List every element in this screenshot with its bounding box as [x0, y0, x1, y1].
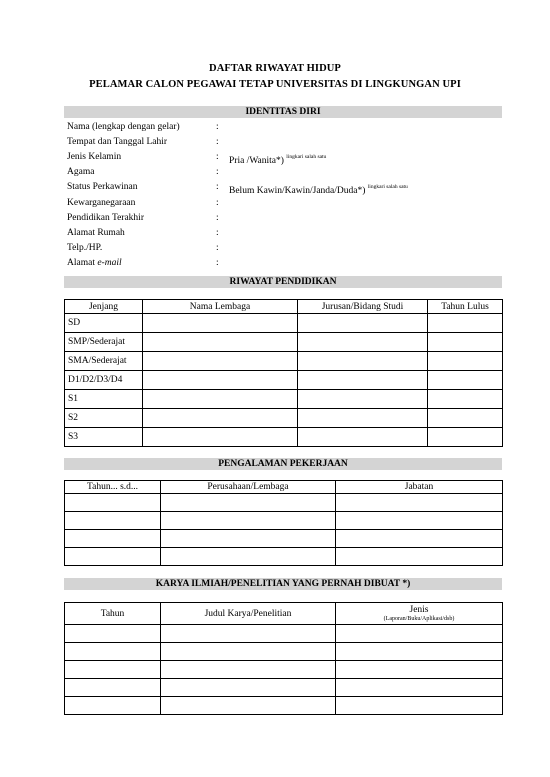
header-jenis: [336, 603, 503, 625]
header-tahun-lulus: Tahun Lulus: [428, 300, 503, 314]
field-label-prefix: Alamat: [67, 257, 98, 268]
table-row: [65, 548, 503, 566]
table-row: [65, 625, 503, 643]
section-karya-ilmiah: KARYA ILMIAH/PENELITIAN YANG PERNAH DIBUAT *): [64, 578, 502, 590]
jenjang-cell: SMP/Sederajat: [65, 333, 143, 352]
input-cell[interactable]: [336, 530, 503, 548]
table-row: [65, 428, 503, 447]
table-row: [65, 409, 503, 428]
field-label: Jenis Kelamin: [67, 152, 122, 163]
table-row: [65, 494, 503, 512]
field-label: Alamat Rumah: [67, 227, 125, 238]
table-row: [65, 530, 503, 548]
table-row: [65, 333, 503, 352]
field-colon: :: [216, 257, 219, 268]
pekerjaan-table: [64, 480, 503, 566]
input-cell[interactable]: [65, 661, 161, 679]
field-colon: :: [216, 197, 219, 208]
input-cell[interactable]: [298, 352, 428, 371]
input-cell[interactable]: [298, 390, 428, 409]
field-label: [67, 256, 122, 271]
table-row: [65, 314, 503, 333]
input-cell[interactable]: [428, 428, 503, 447]
field-label: Telp./HP.: [67, 242, 103, 253]
input-cell[interactable]: [161, 679, 336, 697]
input-cell[interactable]: [143, 352, 298, 371]
input-cell[interactable]: [143, 409, 298, 428]
input-cell[interactable]: [336, 625, 503, 643]
input-cell[interactable]: [65, 679, 161, 697]
jenjang-cell: S3: [65, 428, 143, 447]
field-label-italic: e-mail: [97, 257, 122, 268]
input-cell[interactable]: [65, 512, 161, 530]
input-cell[interactable]: [336, 494, 503, 512]
input-cell[interactable]: [161, 661, 336, 679]
field-colon: :: [216, 122, 219, 132]
jenjang-cell: SMA/Sederajat: [65, 352, 143, 371]
input-cell[interactable]: [65, 697, 161, 715]
field-label: Pendidikan Terakhir: [67, 212, 144, 223]
input-cell[interactable]: [298, 428, 428, 447]
input-cell[interactable]: [65, 625, 161, 643]
input-cell[interactable]: [336, 697, 503, 715]
table-row: [65, 390, 503, 409]
field-value-input[interactable]: [229, 150, 326, 169]
field-colon: :: [216, 137, 219, 148]
input-cell[interactable]: [65, 494, 161, 512]
input-cell[interactable]: [428, 390, 503, 409]
field-note: lingkari salah satu: [367, 184, 408, 191]
input-cell[interactable]: [65, 548, 161, 566]
field-value-input[interactable]: [229, 180, 408, 199]
header-judul-karya: Judul Karya/Penelitian: [161, 603, 336, 625]
input-cell[interactable]: [428, 333, 503, 352]
input-cell[interactable]: [143, 390, 298, 409]
header-jurusan: Jurusan/Bidang Studi: [298, 300, 428, 314]
table-row: [65, 679, 503, 697]
header-tahun-sd: Tahun... s.d...: [65, 481, 161, 494]
header-jabatan: Jabatan: [336, 481, 503, 494]
table-row: [65, 643, 503, 661]
input-cell[interactable]: [143, 428, 298, 447]
form-title: DAFTAR RIWAYAT HIDUP: [209, 63, 341, 74]
jenjang-cell: D1/D2/D3/D4: [65, 371, 143, 390]
table-row: [65, 371, 503, 390]
header-tahun: Tahun: [65, 603, 161, 625]
input-cell[interactable]: [336, 512, 503, 530]
input-cell[interactable]: [143, 314, 298, 333]
input-cell[interactable]: [428, 314, 503, 333]
header-jenjang: Jenjang: [65, 300, 143, 314]
field-label: Nama (lengkap dengan gelar): [67, 122, 180, 132]
field-label: Agama: [67, 167, 95, 178]
header-perusahaan: Perusahaan/Lembaga: [161, 481, 336, 494]
input-cell[interactable]: [161, 643, 336, 661]
header-jenis-sub: (Laporan/Buku/Aplikasi/dsb): [383, 615, 455, 622]
field-label: Tempat dan Tanggal Lahir: [67, 137, 168, 148]
input-cell[interactable]: [161, 697, 336, 715]
input-cell[interactable]: [336, 548, 503, 566]
header-jenis-label: Jenis: [409, 604, 429, 615]
section-pengalaman-pekerjaan: PENGALAMAN PEKERJAAN: [64, 458, 502, 470]
input-cell[interactable]: [161, 530, 336, 548]
field-value-text: Belum Kawin/Kawin/Janda/Duda*): [229, 186, 366, 197]
input-cell[interactable]: [428, 352, 503, 371]
field-label: Status Perkawinan: [67, 182, 138, 193]
header-nama-lembaga: Nama Lembaga: [143, 300, 298, 314]
section-identitas-diri: IDENTITAS DIRI: [64, 106, 502, 118]
pendidikan-table: [64, 299, 503, 447]
input-cell[interactable]: [65, 643, 161, 661]
field-colon: :: [216, 167, 219, 178]
input-cell[interactable]: [143, 333, 298, 352]
input-cell[interactable]: [428, 371, 503, 390]
jenjang-cell: SD: [65, 314, 143, 333]
jenjang-cell: S1: [65, 390, 143, 409]
input-cell[interactable]: [298, 333, 428, 352]
input-cell[interactable]: [161, 548, 336, 566]
input-cell[interactable]: [298, 314, 428, 333]
input-cell[interactable]: [428, 409, 503, 428]
field-colon: :: [216, 227, 219, 238]
input-cell[interactable]: [143, 371, 298, 390]
input-cell[interactable]: [161, 625, 336, 643]
input-cell[interactable]: [336, 661, 503, 679]
field-label: Kewarganegaraan: [67, 197, 136, 208]
table-row: [65, 352, 503, 371]
input-cell[interactable]: [161, 512, 336, 530]
input-cell[interactable]: [336, 679, 503, 697]
field-colon: :: [216, 242, 219, 253]
input-cell[interactable]: [298, 409, 428, 428]
field-colon: :: [216, 212, 219, 223]
section-riwayat-pendidikan: RIWAYAT PENDIDIKAN: [64, 276, 502, 288]
input-cell[interactable]: [336, 643, 503, 661]
field-colon: :: [216, 152, 219, 163]
input-cell[interactable]: [65, 530, 161, 548]
jenjang-cell: S2: [65, 409, 143, 428]
table-row: [65, 697, 503, 715]
input-cell[interactable]: [161, 494, 336, 512]
field-colon: :: [216, 182, 219, 193]
input-cell[interactable]: [298, 371, 428, 390]
table-row: [65, 661, 503, 679]
form-subtitle: PELAMAR CALON PEGAWAI TETAP UNIVERSITAS DI LINGKUNGAN UPI: [89, 79, 461, 90]
field-value-text: Pria /Wanita*): [229, 156, 284, 167]
table-row: [65, 512, 503, 530]
field-note: lingkari salah satu: [286, 154, 327, 161]
karya-table: [64, 602, 503, 715]
